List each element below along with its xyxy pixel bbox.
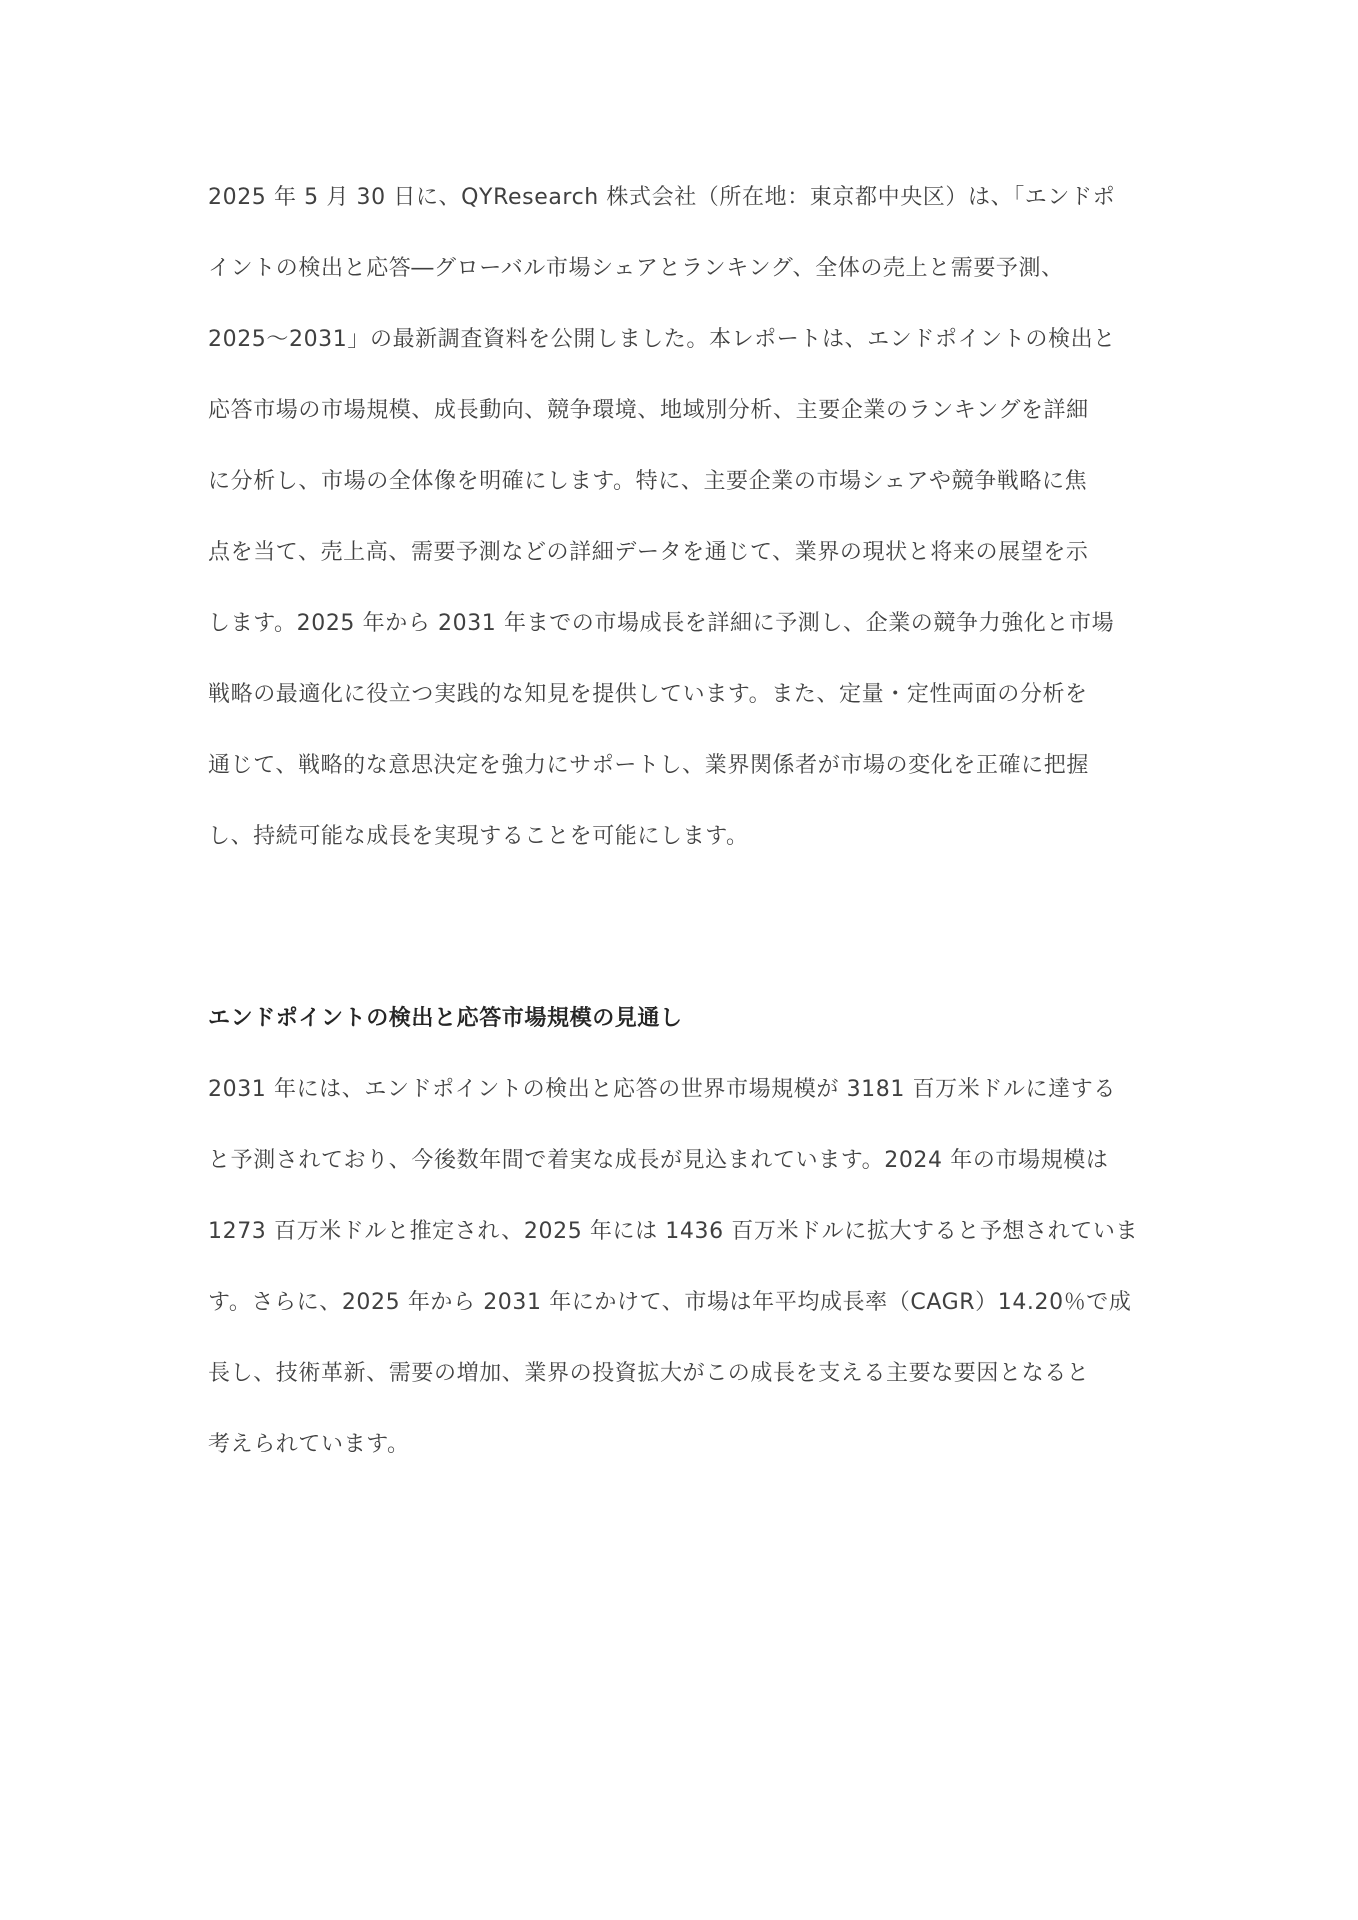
outlook-line: 長し、技術革新、需要の増加、業界の投資拡大がこの成長を支える主要な要因となると — [208, 1361, 1090, 1386]
outlook-line: と予測されており、今後数年間で着実な成長が見込まれています。2024 年の市場規模は — [208, 1148, 1109, 1173]
outlook-line: 考えられています。 — [208, 1432, 410, 1457]
intro-line: 2025～2031」の最新調査資料を公開しました。本レポートは、エンドポイントの検出と — [208, 327, 1116, 352]
outlook-line: 2031 年には、エンドポイントの検出と応答の世界市場規模が 3181 百万米ドルに達する — [208, 1077, 1116, 1102]
intro-line: 通じて、戦略的な意思決定を強力にサポートし、業界関係者が市場の変化を正確に把握 — [208, 753, 1089, 778]
intro-paragraph — [208, 183, 1158, 873]
intro-line: 戦略の最適化に役立つ実践的な知見を提供しています。また、定量・定性両面の分析を — [208, 682, 1088, 707]
intro-line: に分析し、市場の全体像を明確にします。特に、主要企業の市場シェアや競争戦略に焦 — [208, 469, 1088, 494]
intro-line: します。2025 年から 2031 年までの市場成長を詳細に予測し、企業の競争力強化と市場 — [208, 611, 1115, 636]
outlook-paragraph — [208, 1075, 1158, 1475]
intro-line: 応答市場の市場規模、成長動向、競争環境、地域別分析、主要企業のランキングを詳細 — [208, 398, 1089, 423]
intro-line: 2025 年 5 月 30 日に、QYResearch 株式会社（所在地：東京都中央区）は、「エンドポ — [208, 185, 1116, 210]
outlook-line: す。さらに、2025 年から 2031 年にかけて、市場は年平均成長率（CAGR）14.20％で成 — [208, 1290, 1132, 1315]
section-heading: エンドポイントの検出と応答市場規模の見通し — [208, 1006, 683, 1031]
intro-line: イントの検出と応答―グローバル市場シェアとランキング、全体の売上と需要予測、 — [208, 256, 1064, 281]
outlook-line: 1273 百万米ドルと推定され、2025 年には 1436 百万米ドルに拡大すると予想されていま — [208, 1219, 1139, 1244]
intro-line: 点を当て、売上高、需要予測などの詳細データを通じて、業界の現状と将来の展望を示 — [208, 540, 1089, 565]
intro-line: し、持続可能な成長を実現することを可能にします。 — [208, 824, 749, 849]
